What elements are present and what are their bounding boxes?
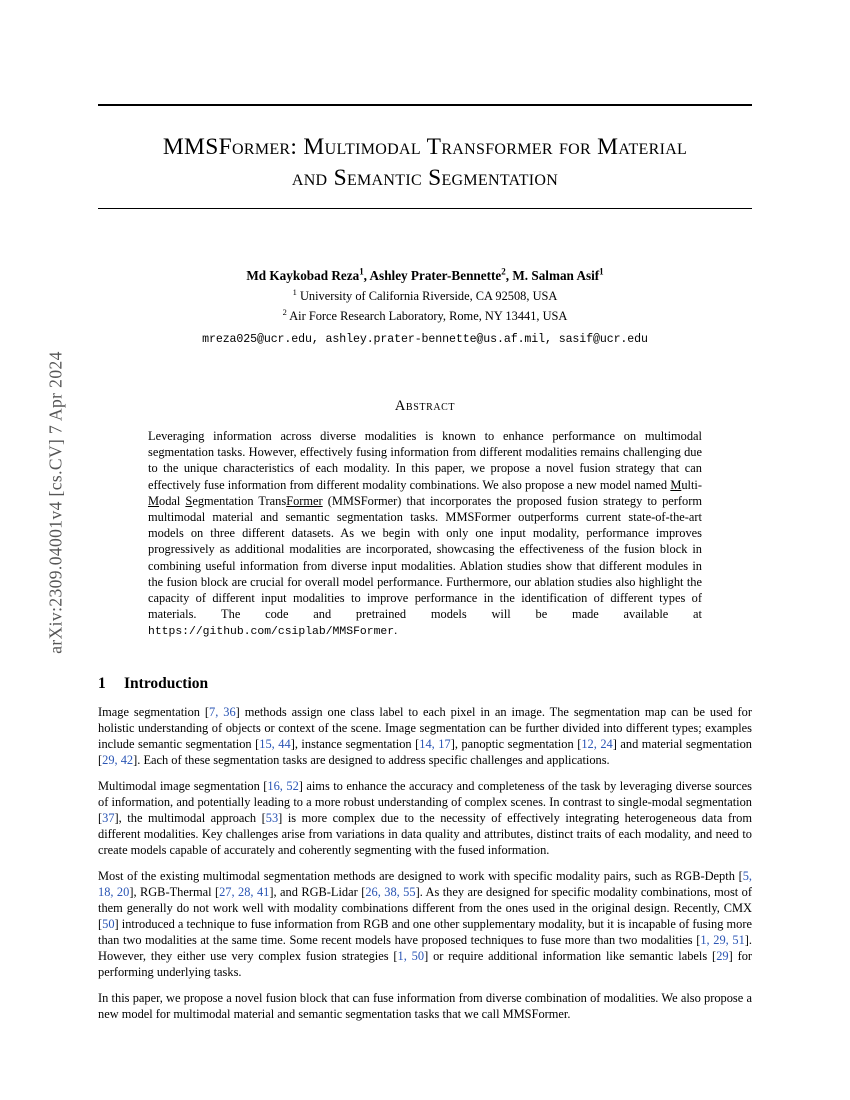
abstract-text-b: ulti- xyxy=(681,477,702,492)
paragraph-text: Multimodal image segmentation [ xyxy=(98,778,268,793)
paragraph-text: Image segmentation [ xyxy=(98,704,210,719)
citation-link[interactable]: 26, 38, 55 xyxy=(365,884,416,899)
citation-link[interactable]: 1, 29, 51 xyxy=(700,932,745,947)
citation-link[interactable]: 14, 17 xyxy=(419,736,451,751)
affiliation-1-text: University of California Riverside, CA 92508, USA xyxy=(299,289,558,303)
affiliation-2-text: Air Force Research Laboratory, Rome, NY 13441, USA xyxy=(289,309,568,323)
paragraph-text: ], RGB-Thermal [ xyxy=(129,884,220,899)
author-emails: mreza025@ucr.edu, ashley.prater-bennette@us.af.mil, sasif@ucr.edu xyxy=(202,333,648,346)
abstract-underline-m1: M xyxy=(670,477,682,492)
author-2-affil-marker: 2 xyxy=(501,266,506,277)
paragraph-text: ] introduced a technique to fuse information from RGB and one other supplementary modality, but it is incapable of fusing more than two modalities at the same time. Some recent models have proposed techniques to fuse more than two modalities [ xyxy=(98,916,752,947)
title-line-1: MMSFormer: Multimodal Transformer for Material xyxy=(162,134,688,160)
affiliation-2-marker: 2 xyxy=(282,306,287,317)
paragraph xyxy=(98,704,752,768)
title-rule-top xyxy=(98,104,752,106)
code-url-link[interactable]: https://github.com/csiplab/MMSFormer xyxy=(148,626,395,639)
abstract-text-end: . xyxy=(394,623,398,638)
citation-link[interactable]: 29 xyxy=(716,948,729,963)
abstract-body xyxy=(148,428,702,641)
section-heading-introduction xyxy=(98,675,752,693)
paragraph-text: ] for performing underlying tasks. xyxy=(98,948,753,979)
paragraph-text: Most of the existing multimodal segmentation methods are designed to work with specific modality pairs, such as RGB-Depth [ xyxy=(98,868,743,883)
title-rule-bottom xyxy=(98,208,752,209)
author-3-affil-marker: 1 xyxy=(599,266,604,277)
paragraph-text: ] aims to enhance the accuracy and completeness of the task by leveraging diverse sources of information, and potentially leading to a more robust understanding of complex scenes. In contrast to single-modal segmentation [ xyxy=(98,778,752,825)
abstract-text-a: Leveraging information across diverse modalities is known to enhance performance on multimodal segmentation tasks. However, effectively fusing information from different modalities remains challenging due to the unique characteristics of each modality. In this paper, we propose a novel fusion strategy that can effectively fuse information from different modality combinations. We also propose a new model named xyxy=(148,429,702,492)
citation-link[interactable]: 7, 36 xyxy=(209,704,236,719)
section-number: 1 xyxy=(98,674,106,692)
abstract-underline-s: S xyxy=(185,493,193,508)
author-1-affil-marker: 1 xyxy=(359,266,364,277)
citation-link[interactable]: 53 xyxy=(265,810,279,825)
paragraph-text: ] and material segmentation [ xyxy=(98,736,752,767)
citation-link[interactable]: 15, 44 xyxy=(259,736,291,751)
author-1: Md Kaykobad Reza xyxy=(246,268,360,283)
paragraph-text: ], instance segmentation [ xyxy=(290,736,420,751)
paragraph xyxy=(98,868,752,980)
paragraph xyxy=(98,990,752,1022)
author-list xyxy=(98,267,752,285)
abstract-text-c: odal xyxy=(159,493,186,508)
citation-link[interactable]: 16, 52 xyxy=(267,778,299,793)
paragraph-text: ]. Each of these segmentation tasks are designed to address specific challenges and applications. xyxy=(133,752,610,767)
title-line-2: and Semantic Segmentation xyxy=(291,165,559,191)
citation-link[interactable]: 29, 42 xyxy=(102,752,134,767)
citation-link[interactable]: 5, 18, 20 xyxy=(98,868,752,899)
affiliation-2 xyxy=(98,308,752,325)
paragraph-text: ] or require additional information like semantic labels [ xyxy=(424,948,717,963)
section-title: Introduction xyxy=(124,674,209,692)
abstract-underline-m2: M xyxy=(148,493,160,508)
author-2: , Ashley Prater-Bennette xyxy=(363,268,502,283)
author-3: , M. Salman Asif xyxy=(505,268,600,283)
abstract-heading: Abstract xyxy=(394,398,456,414)
affiliation-1-marker: 1 xyxy=(292,286,297,297)
arxiv-stamp: arXiv:2309.04001v4 [cs.CV] 7 Apr 2024 xyxy=(45,351,66,654)
abstract-text-e: (MMSFormer) that incorporates the proposed fusion strategy to perform multimodal material and semantic segmentation tasks. MMSFormer outperforms current state-of-the-art models on three different datasets. As we begin with only one input modality, performance improves progressively as additional modalities are incorporated, showcasing the effectiveness of the fusion block in combining useful information from diverse input modalities. Ablation studies show that different modules in the fusion block are crucial for overall model performance. Furthermore, our ablation studies also highlight the capacity of different input modalities to improve performance in the identification of different types of materials. The code and pretrained models will be made available at xyxy=(148,493,702,622)
citation-link[interactable]: 37 xyxy=(102,810,115,825)
abstract-underline-former: Former xyxy=(286,493,323,508)
citation-link[interactable]: 1, 50 xyxy=(397,948,425,963)
paragraph-text: ] is more complex due to the necessity of effectively integrating heterogeneous data from different modalities. Key challenges arise from variations in data quality and attributes, distinct traits of each modality, and need to create models capable of accurately and coherently segmenting with the fused information. xyxy=(98,810,752,857)
paragraph-text: ]. However, they either use very complex fusion strategies [ xyxy=(98,932,752,963)
citation-link[interactable]: 12, 24 xyxy=(581,736,613,751)
introduction-paragraphs xyxy=(98,704,752,1022)
citation-link[interactable]: 50 xyxy=(102,916,115,931)
paragraph-text: In this paper, we propose a novel fusion block that can fuse information from diverse combination of modalities. We also propose a new model for multimodal material and semantic segmentation tasks that we call MMSFormer. xyxy=(98,990,752,1021)
paper-content xyxy=(98,0,752,1032)
paragraph-text: ] methods assign one class label to each pixel in an image. The segmentation map can be used for holistic understanding of objects or context of the scene. Image segmentation can be further divided into different types; examples include semantic segmentation [ xyxy=(98,704,752,751)
paragraph-text: ], and RGB-Lidar [ xyxy=(269,884,366,899)
paragraph-text: ], the multimodal approach [ xyxy=(114,810,266,825)
abstract-text-d: egmentation Trans xyxy=(192,493,287,508)
paragraph-text: ], panoptic segmentation [ xyxy=(450,736,582,751)
affiliation-1 xyxy=(98,288,752,305)
citation-link[interactable]: 27, 28, 41 xyxy=(219,884,270,899)
paragraph xyxy=(98,778,752,858)
paragraph-text: ]. As they are designed for specific modality combinations, most of them generally do not work well with modality combinations different from the ones used in the original design. Recently, CMX [ xyxy=(98,884,753,931)
page-title xyxy=(98,132,752,194)
